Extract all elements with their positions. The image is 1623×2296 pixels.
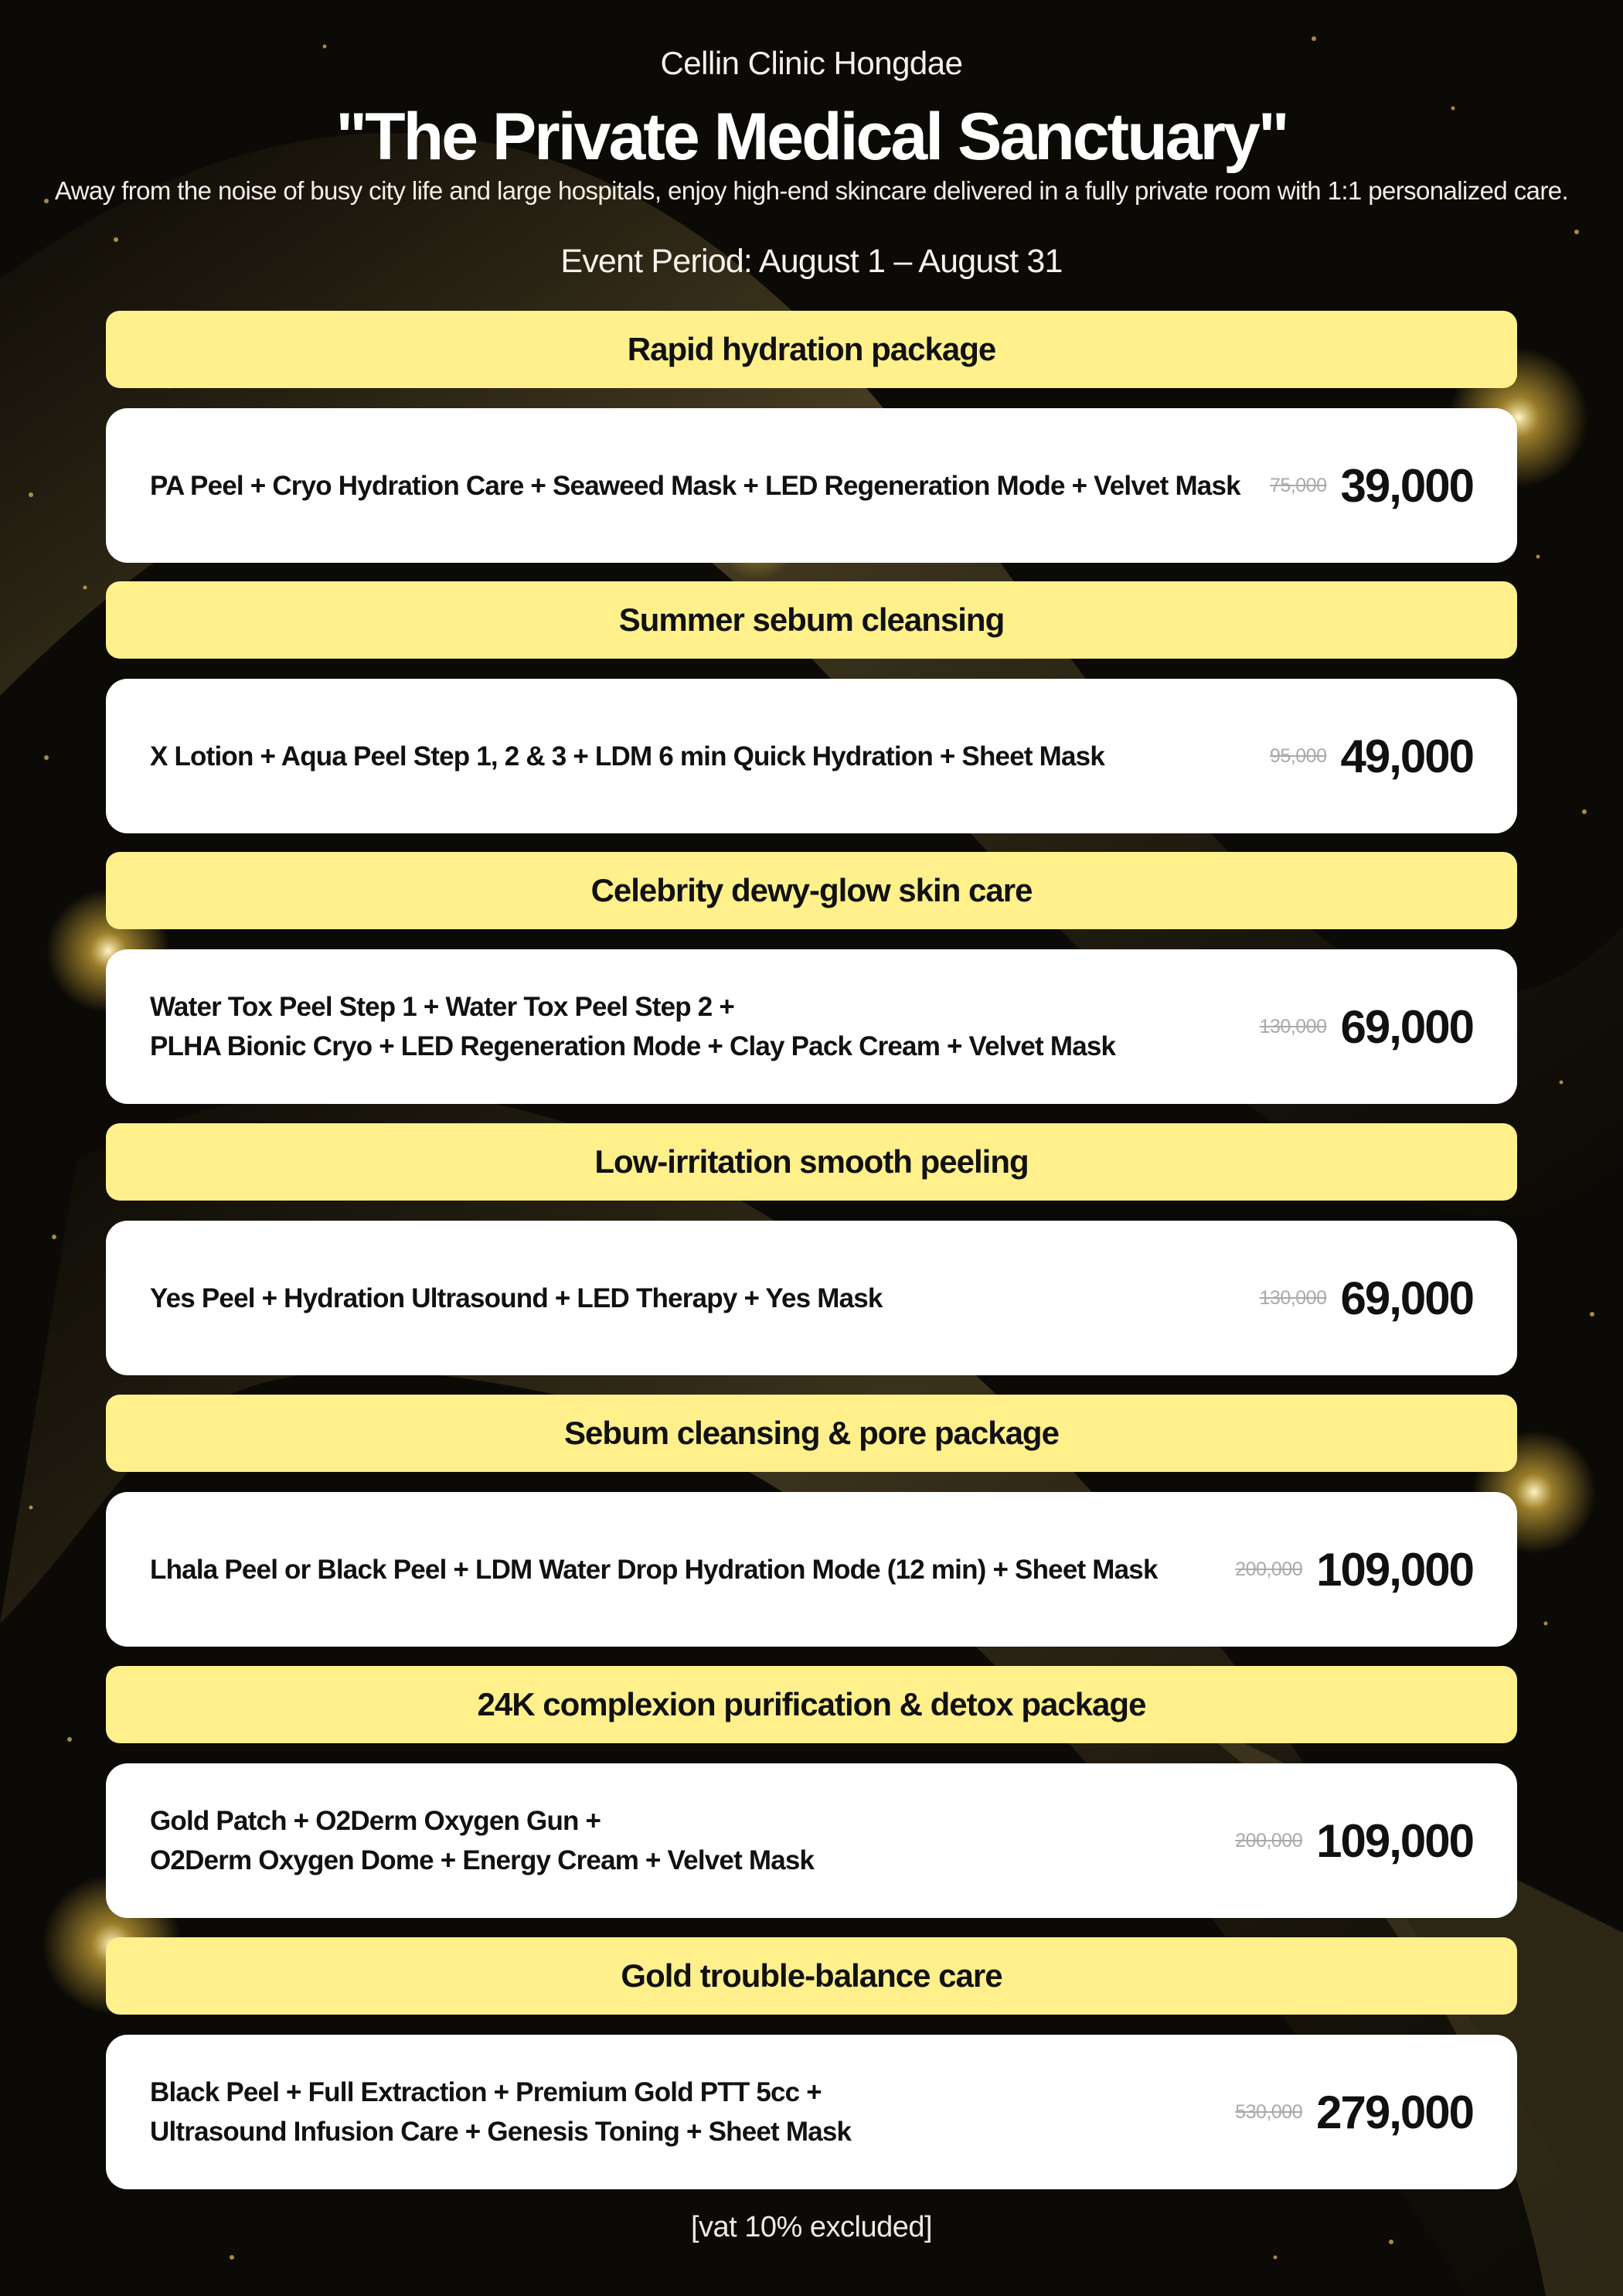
package-card (106, 1763, 1517, 1918)
package-items: Gold Patch + O2Derm Oxygen Gun + O2Derm Oxygen Dome + Energy Cream + Velvet Mask (150, 1806, 815, 1875)
sale-price: 279,000 (1316, 2086, 1473, 2138)
original-price: 200,000 (1235, 1558, 1303, 1580)
package-card (106, 949, 1517, 1104)
original-price: 130,000 (1259, 1286, 1327, 1309)
package-card (106, 408, 1517, 563)
package-items: Black Peel + Full Extraction + Premium Gold PTT 5cc + Ultrasound Infusion Care + Genesis Toning + Sheet Mask (150, 2077, 852, 2147)
package-prices (1235, 1814, 1473, 1868)
intro-text: Away from the noise of busy city life and large hospitals, enjoy high-end skincare delivered in a fully private room with 1:1 personalized care. (54, 176, 1569, 205)
sale-price: 109,000 (1316, 1814, 1473, 1867)
original-price: 200,000 (1235, 1829, 1303, 1851)
package-prices (1235, 2086, 1473, 2139)
package-items: X Lotion + Aqua Peel Step 1, 2 & 3 + LDM 6 min Quick Hydration + Sheet Mask (150, 741, 1105, 772)
original-price: 75,000 (1270, 474, 1327, 496)
sale-price: 49,000 (1340, 730, 1473, 782)
package-prices (1260, 1272, 1473, 1325)
original-price: 95,000 (1270, 744, 1327, 767)
package-title: 24K complexion purification & detox package (106, 1666, 1517, 1743)
sale-price: 69,000 (1340, 1000, 1473, 1053)
original-price: 530,000 (1235, 2100, 1303, 2123)
package-card (106, 2035, 1517, 2189)
package-title: Sebum cleansing & pore package (106, 1395, 1517, 1472)
package-items: Yes Peel + Hydration Ultrasound + LED Therapy + Yes Mask (150, 1283, 883, 1313)
package-prices (1260, 1000, 1473, 1054)
page-title: "The Private Medical Sanctuary" (335, 100, 1288, 174)
clinic-name: Cellin Clinic Hongdae (660, 45, 963, 81)
event-period: Event Period: August 1 – August 31 (560, 243, 1063, 280)
package-prices (1235, 1543, 1473, 1596)
package-card (106, 1221, 1517, 1375)
vat-note: [vat 10% excluded] (690, 2211, 933, 2243)
package-card (106, 679, 1517, 833)
package-title: Celebrity dewy-glow skin care (106, 852, 1517, 929)
package-prices (1270, 459, 1473, 513)
sale-price: 109,000 (1316, 1543, 1473, 1596)
package-card (106, 1492, 1517, 1647)
sale-price: 39,000 (1340, 459, 1473, 512)
package-title: Summer sebum cleansing (106, 581, 1517, 659)
original-price: 130,000 (1259, 1015, 1327, 1037)
package-items: Lhala Peel or Black Peel + LDM Water Drop Hydration Mode (12 min) + Sheet Mask (150, 1554, 1158, 1585)
sale-price: 69,000 (1340, 1272, 1473, 1324)
package-items: Water Tox Peel Step 1 + Water Tox Peel Step 2 + PLHA Bionic Cryo + LED Regeneration Mode + Clay Pack Cream + Velvet Mask (150, 992, 1116, 1061)
package-title: Low-irritation smooth peeling (106, 1123, 1517, 1201)
package-prices (1270, 730, 1473, 783)
package-title: Gold trouble-balance care (106, 1937, 1517, 2015)
package-items: PA Peel + Cryo Hydration Care + Seaweed Mask + LED Regeneration Mode + Velvet Mask (150, 470, 1240, 501)
package-title: Rapid hydration package (106, 311, 1517, 388)
